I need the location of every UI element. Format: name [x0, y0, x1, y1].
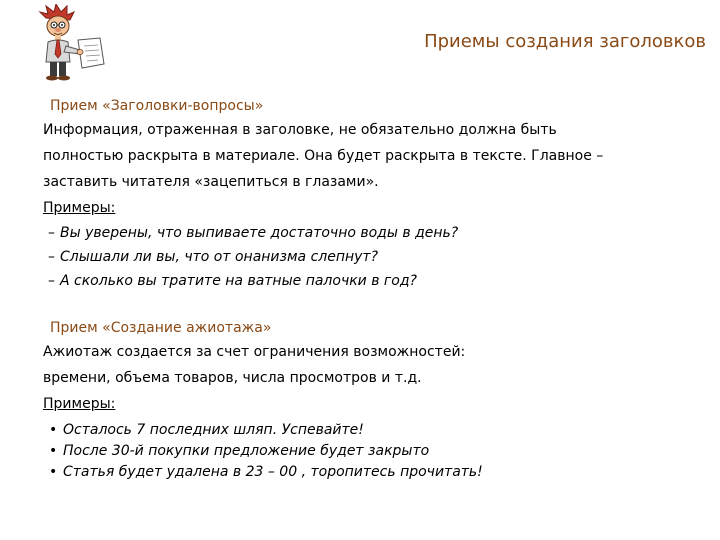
list-item-text: Вы уверены, что выпиваете достаточно воды в день? — [60, 225, 459, 241]
bullet-icon: • — [49, 443, 58, 459]
examples-label: Примеры: — [43, 200, 116, 216]
slide-body — [43, 95, 703, 483]
dash-bullet-icon: – — [48, 249, 55, 265]
examples-list-questions — [43, 221, 703, 293]
list-item-text: После 30-й покупки предложение будет закрыто — [63, 443, 430, 459]
section-heading-questions: Прием «Заголовки-вопросы» — [50, 98, 264, 114]
list-item-text: А сколько вы тратите на ватные палочки в год? — [60, 273, 417, 289]
list-item — [43, 441, 703, 462]
bullet-icon: • — [49, 464, 58, 480]
section-spacer — [43, 293, 703, 317]
paragraph-line: времени, объема товаров, числа просмотров и т.д. — [43, 370, 422, 386]
list-item — [43, 245, 703, 269]
list-item — [43, 269, 703, 293]
list-item — [43, 420, 703, 441]
bullet-icon: • — [49, 422, 58, 438]
examples-list-hype — [43, 420, 703, 483]
slide-title: Приемы создания заголовков — [424, 31, 706, 52]
dash-bullet-icon: – — [48, 225, 55, 241]
paragraph-line: Ажиотаж создается за счет ограничения возможностей: — [43, 344, 466, 360]
list-item-text: Слышали ли вы, что от онанизма слепнут? — [60, 249, 379, 265]
list-item-text: Осталось 7 последних шляп. Успевайте! — [63, 422, 364, 438]
list-item-text: Статья будет удалена в 23 – 00 , торопитесь прочитать! — [63, 464, 483, 480]
section-paragraph-questions — [43, 117, 703, 195]
examples-label: Примеры: — [43, 396, 116, 412]
section-paragraph-hype — [43, 339, 703, 391]
paragraph-line: полностью раскрыта в материале. Она будет раскрыта в тексте. Главное – — [43, 148, 604, 164]
list-item — [43, 462, 703, 483]
paragraph-line: заставить читателя «зацепиться в глазами». — [43, 174, 379, 190]
dash-bullet-icon: – — [48, 273, 55, 289]
man-reading-icon — [34, 4, 112, 82]
section-heading-hype: Прием «Создание ажиотажа» — [50, 320, 272, 336]
list-item — [43, 221, 703, 245]
paragraph-line: Информация, отраженная в заголовке, не обязательно должна быть — [43, 122, 557, 138]
